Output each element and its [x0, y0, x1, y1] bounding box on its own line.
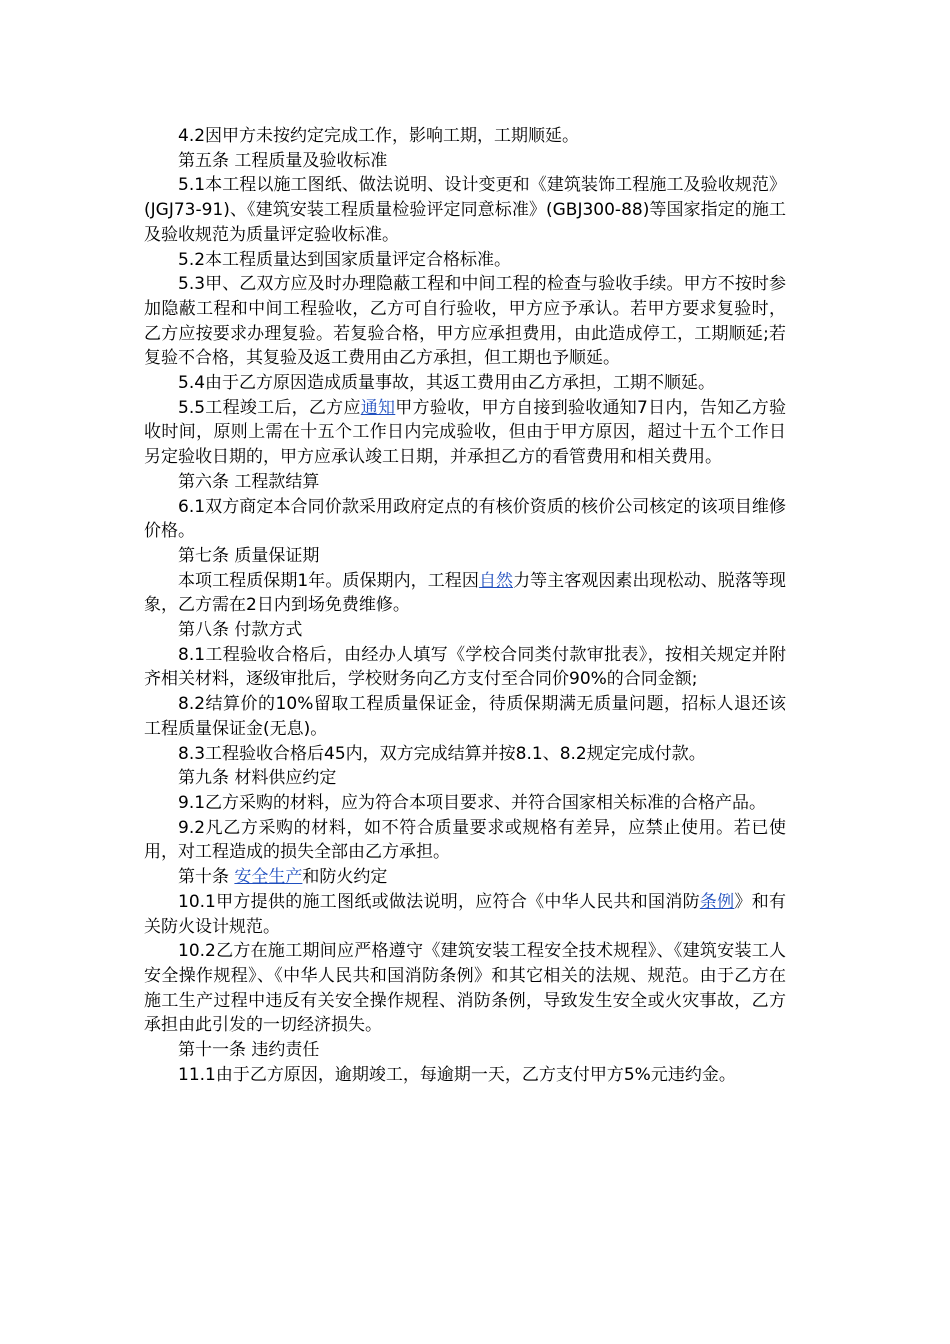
paragraph: [144, 248, 786, 273]
text-run: 8.1工程验收合格后，由经办人填写《学校合同类付款审批表》，按相关规定并附齐相关材料，逐级审批后，学校财务向乙方支付至合同价90%的合同金额;: [144, 644, 786, 690]
paragraph: [144, 742, 786, 767]
paragraph: [144, 692, 786, 741]
text-run: 力等主客观因素出现松动、脱落等现象，乙方需在2日内到场免费维修。: [144, 570, 786, 616]
paragraph: [144, 470, 786, 495]
text-run: 5.5工程竣工后，乙方应: [178, 397, 361, 418]
paragraph: [144, 495, 786, 544]
text-run: 5.3甲、乙双方应及时办理隐蔽工程和中间工程的检查与验收手续。甲方不按时参加隐蔽工程和中间工程验收，乙方可自行验收，甲方应予承认。若甲方要求复验时，乙方应按要求办理复验。若复验合格，甲方应承担费用，由此造成停工，工期顺延;若复验不合格，其复验及返工费用由乙方承担，但工期也予顺延。: [144, 274, 786, 369]
inline-link[interactable]: 条例: [699, 891, 735, 912]
text-run: 5.4由于乙方原因造成质量事故，其返工费用由乙方承担，工期不顺延。: [178, 373, 716, 394]
paragraph: [144, 396, 786, 470]
text-run: 9.1乙方采购的材料，应为符合本项目要求、并符合国家相关标准的合格产品。: [178, 792, 767, 813]
paragraph: [144, 890, 786, 939]
text-run: 》和有关防火设计规范。: [144, 891, 787, 937]
text-run: 4.2因甲方未按约定完成工作，影响工期，工期顺延。: [178, 126, 580, 146]
text-run: 9.2凡乙方采购的材料，如不符合质量要求或规格有差异，应禁止使用。若已使用，对工程造成的损失全部由乙方承担。: [144, 817, 786, 863]
paragraph: [144, 569, 786, 618]
inline-link[interactable]: 自然: [478, 570, 514, 591]
text-run: 第八条 付款方式: [178, 620, 303, 641]
text-run: 第六条 工程款结算: [178, 471, 320, 492]
paragraph: [144, 124, 786, 149]
text-run: 11.1由于乙方原因，逾期竣工，每逾期一天，乙方支付甲方5%元违约金。: [178, 1064, 736, 1085]
paragraph: [144, 1063, 786, 1088]
paragraph: [144, 272, 786, 371]
paragraph: [144, 643, 786, 692]
paragraph: [144, 371, 786, 396]
paragraph: [144, 618, 786, 643]
text-run: 10.1甲方提供的施工图纸或做法说明，应符合《中华人民共和国消防: [178, 891, 700, 912]
paragraph: [144, 766, 786, 791]
text-run: 10.2乙方在施工期间应严格遵守《建筑安装工程安全技术规程》、《建筑安装工人安全操作规程》、《中华人民共和国消防条例》和其它相关的法规、规范。由于乙方在施工生产过程中违反有关安全操作规程、消防条例，导致发生安全或火灾事故，乙方承担由此引发的一切经济损失。: [144, 941, 786, 1036]
paragraph: [144, 1038, 786, 1063]
text-run: 8.2结算价的10%留取工程质量保证金，待质保期满无质量问题，招标人退还该工程质量保证金(无息)。: [144, 694, 786, 739]
text-run: 甲方验收，甲方自接到验收通知7日内，告知乙方验收时间，原则上需在十五个工作日内完成验收，但由于甲方原因，超过十五个工作日另定验收日期的，甲方应承认竣工日期，并承担乙方的看管费用和相关费用。: [144, 397, 787, 468]
text-run: 和防火约定: [302, 867, 388, 888]
text-run: 5.1本工程以施工图纸、做法说明、设计变更和《建筑装饰工程施工及验收规范》(JGJ73-91)、《建筑安装工程质量检验评定同意标准》(GBJ300-88)等国家指定的施工及验收规范为质量评定验收标准。: [144, 175, 786, 245]
paragraph: [144, 939, 786, 1038]
paragraph: [144, 173, 786, 247]
text-run: 6.1双方商定本合同价款采用政府定点的有核价资质的核价公司核定的该项目维修价格。: [144, 496, 786, 542]
text-run: 本项工程质保期1年。质保期内，工程因: [178, 570, 479, 591]
inline-link[interactable]: 安全生产: [234, 867, 303, 888]
paragraph: [144, 816, 786, 865]
paragraph: [144, 149, 786, 174]
text-run: 第九条 材料供应约定: [178, 768, 337, 789]
paragraph: [144, 791, 786, 816]
text-run: 5.2本工程质量达到国家质量评定合格标准。: [178, 249, 512, 270]
inline-link[interactable]: 通知: [360, 397, 396, 418]
text-run: 第十一条 违约责任: [178, 1040, 320, 1061]
paragraph: [144, 865, 786, 890]
text-run: 第五条 工程质量及验收标准: [178, 150, 388, 171]
text-run: 第七条 质量保证期: [178, 545, 320, 566]
text-run: 第十条: [178, 867, 235, 888]
contract-body: [144, 124, 786, 1087]
paragraph: [144, 544, 786, 569]
text-run: 8.3工程验收合格后45内，双方完成结算并按8.1、8.2规定完成付款。: [178, 743, 706, 764]
